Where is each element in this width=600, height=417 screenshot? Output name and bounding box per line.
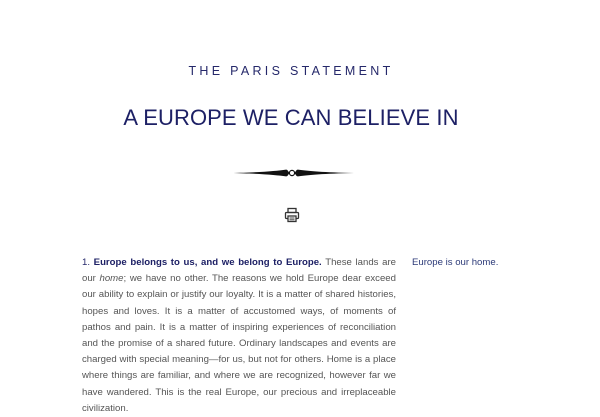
paragraph-lead: Europe belongs to us, and we belong to Europe. [93, 257, 322, 268]
paragraph-emphasis: home [99, 273, 124, 285]
paragraph-text-a: These lands are our [82, 257, 396, 285]
sidenote: Europe is our home. [412, 257, 499, 268]
paragraph-number: 1. [82, 257, 91, 268]
printer-icon[interactable] [284, 207, 300, 223]
page-kicker: THE PARIS STATEMENT [188, 64, 394, 78]
paragraph-text-b: ; we have no other. The reasons we hold Europe dear exceed our ability to explain or justify our loyalty. It is a matter of shared histories, hopes and loves. It is a matter of accustomed ways, of moments of pathos and pain. It is a matter of inspiring experiences of reconciliation and the promise of a shared future. Ordinary landscapes and events are charged with special meaning—for us, but not for others. Home is a place where things are familiar, and where we are recognized, however far we have wandered. This is the real Europe, our precious and irreplaceable civilization. [82, 273, 396, 414]
page-title: A EUROPE WE CAN BELIEVE IN [123, 105, 459, 130]
ornament-divider [230, 166, 354, 180]
article-paragraph [82, 255, 396, 417]
